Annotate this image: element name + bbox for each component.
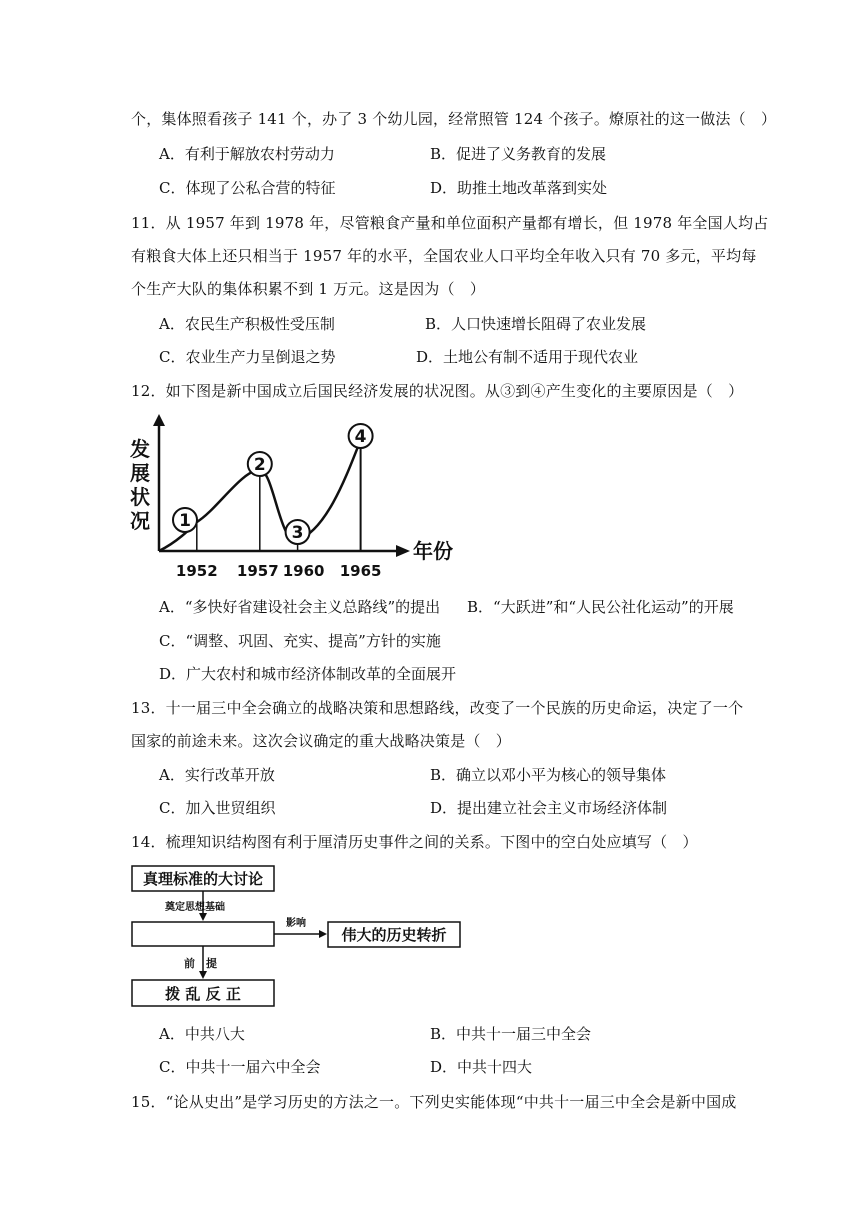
svg-text:发: 发 xyxy=(130,437,150,461)
q11-option-b[interactable]: B．人口快速增长阻碍了农业发展 xyxy=(425,315,647,333)
right-box-label: 伟大的历史转折 xyxy=(341,926,447,944)
chart-y-label xyxy=(130,437,150,533)
x-tick-1957: 1957 xyxy=(236,562,279,580)
point-label-2: 2 xyxy=(253,455,266,475)
x-axis-arrow-icon xyxy=(396,545,410,557)
q12-option-c[interactable]: C．“调整、巩固、充实、提高”方针的实施 xyxy=(159,632,441,650)
y-axis-arrow-icon xyxy=(153,414,165,426)
q14-option-d[interactable]: D．中共十四大 xyxy=(430,1058,533,1076)
knowledge-structure-diagram xyxy=(128,860,468,1010)
blank-answer-box xyxy=(132,922,274,946)
q12-option-b[interactable]: B．“大跃进”和“人民公社化运动”的开展 xyxy=(467,598,734,616)
point-label-4: 4 xyxy=(354,427,367,447)
q10-option-c[interactable]: C．体现了公私合营的特征 xyxy=(159,179,336,197)
q11-stem-line-1: 11．从 1957 年到 1978 年，尽管粮食产量和单位面积产量都有增长，但 1978 年全国人均占 xyxy=(131,214,769,232)
top-box-label: 真理标准的大讨论 xyxy=(142,870,264,888)
arrow3-label: 前 提 xyxy=(184,957,217,970)
q13-option-c[interactable]: C．加入世贸组织 xyxy=(159,799,276,817)
q13-option-b[interactable]: B．确立以邓小平为核心的领导集体 xyxy=(430,766,667,784)
q13-stem-line-1: 13．十一届三中全会确立的战略决策和思想路线，改变了一个民族的历史命运，决定了一个 xyxy=(131,699,744,717)
q11-option-a[interactable]: A．农民生产积极性受压制 xyxy=(159,315,335,333)
arrow-down-1-icon xyxy=(199,913,207,921)
q10-option-a[interactable]: A．有利于解放农村劳动力 xyxy=(159,145,335,163)
point-label-3: 3 xyxy=(291,523,304,543)
q14-option-a[interactable]: A．中共八大 xyxy=(159,1025,245,1043)
q10-stem-continuation: 个，集体照看孩子 141 个，办了 3 个幼儿园，经常照管 124 个孩子。燎原社的这一做法（ ） xyxy=(131,110,777,128)
q14-stem: 14．梳理知识结构图有利于厘清历史事件之间的关系。下图中的空白处应填写（ ） xyxy=(131,833,698,851)
q11-option-c[interactable]: C．农业生产力呈倒退之势 xyxy=(159,348,336,366)
arrow-right-icon xyxy=(319,930,327,938)
q10-option-b[interactable]: B．促进了义务教育的发展 xyxy=(430,145,607,163)
q14-option-b[interactable]: B．中共十一届三中全会 xyxy=(430,1025,592,1043)
economy-development-chart xyxy=(128,412,458,584)
arrow1-label: 奠定思想基础 xyxy=(165,902,225,913)
x-tick-1965: 1965 xyxy=(339,562,382,580)
q10-option-d[interactable]: D．助推土地改革落到实处 xyxy=(430,179,608,197)
q13-stem-line-2: 国家的前途未来。这次会议确定的重大战略决策是（ ） xyxy=(131,732,512,750)
q15-stem: 15．“论从史出”是学习历史的方法之一。下列史实能体现“中共十一届三中全会是新中国成 xyxy=(131,1093,737,1111)
svg-text:况: 况 xyxy=(130,509,150,533)
q12-option-a[interactable]: A．“多快好省建设社会主义总路线”的提出 xyxy=(159,598,441,616)
x-tick-1960: 1960 xyxy=(282,562,325,580)
bottom-box-label: 拨 乱 反 正 xyxy=(165,985,241,1003)
svg-text:状: 状 xyxy=(130,485,150,509)
chart-x-label: 年份 xyxy=(413,539,453,563)
q11-stem-line-2: 有粮食大体上还只相当于 1957 年的水平，全国农业人口平均全年收入只有 70 多元，平均每 xyxy=(131,247,757,265)
x-tick-1952: 1952 xyxy=(175,562,218,580)
q14-option-c[interactable]: C．中共十一届六中全会 xyxy=(159,1058,321,1076)
point-label-1: 1 xyxy=(179,511,191,531)
q13-option-a[interactable]: A．实行改革开放 xyxy=(159,766,275,784)
q11-option-d[interactable]: D．土地公有制不适用于现代农业 xyxy=(416,348,639,366)
arrow-down-2-icon xyxy=(199,971,207,979)
svg-text:展: 展 xyxy=(130,461,150,485)
q11-stem-line-3: 个生产大队的集体积累不到 1 万元。这是因为（ ） xyxy=(131,280,486,298)
q13-option-d[interactable]: D．提出建立社会主义市场经济体制 xyxy=(430,799,668,817)
arrow2-label: 影响 xyxy=(286,918,306,929)
q12-option-d[interactable]: D．广大农村和城市经济体制改革的全面展开 xyxy=(159,665,457,683)
q12-stem: 12．如下图是新中国成立后国民经济发展的状况图。从③到④产生变化的主要原因是（ ） xyxy=(131,382,744,400)
